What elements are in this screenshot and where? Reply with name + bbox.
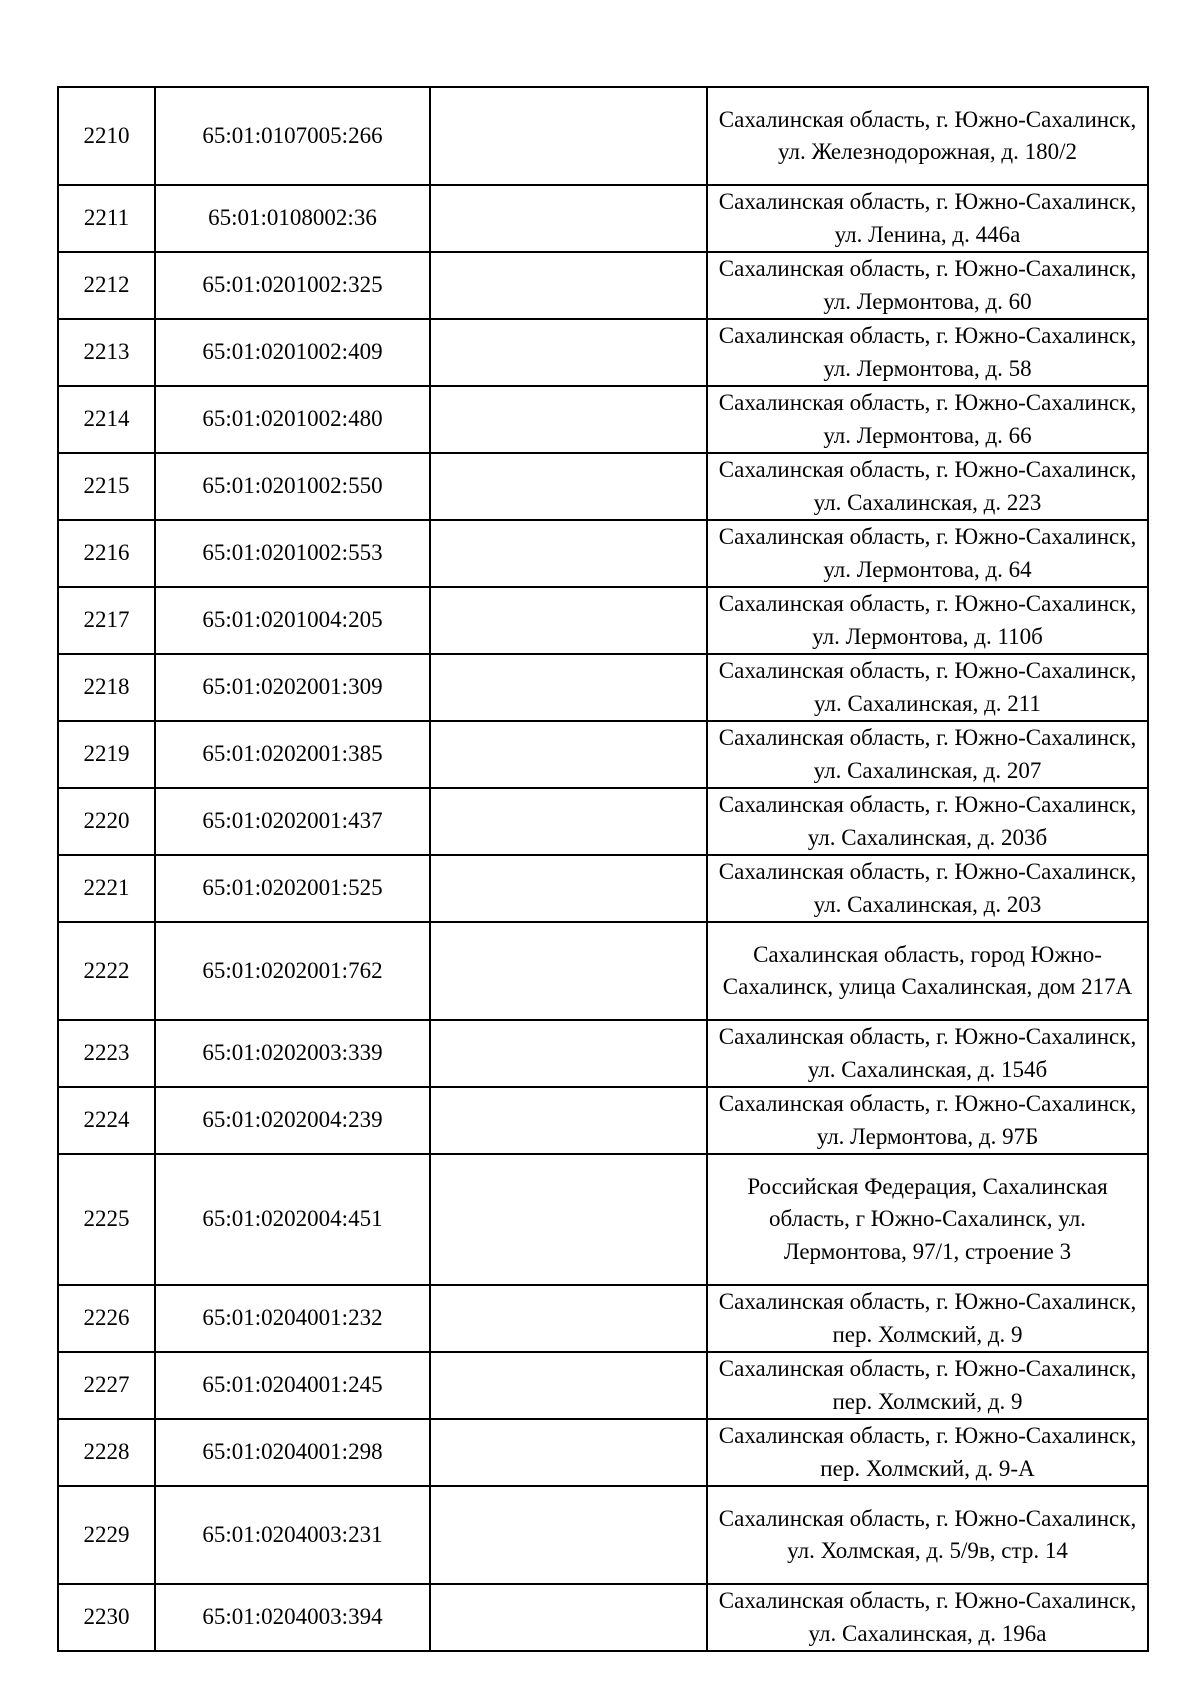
row-number: 2215: [58, 453, 155, 520]
table-row: [58, 319, 1148, 386]
empty-cell: [430, 1087, 707, 1154]
cadastral-number: 65:01:0204003:231: [155, 1486, 430, 1584]
row-number: 2222: [58, 922, 155, 1020]
address: Сахалинская область, г. Южно-Сахалинск, ул. Железнодорожная, д. 180/2: [707, 87, 1148, 185]
table-row: [58, 788, 1148, 855]
table-row: [58, 654, 1148, 721]
cadastral-number: 65:01:0204001:298: [155, 1419, 430, 1486]
cadastral-number: 65:01:0201002:550: [155, 453, 430, 520]
address: Сахалинская область, г. Южно-Сахалинск, ул. Лермонтова, д. 97Б: [707, 1087, 1148, 1154]
table-row: [58, 386, 1148, 453]
empty-cell: [430, 185, 707, 252]
empty-cell: [430, 386, 707, 453]
row-number: 2230: [58, 1584, 155, 1651]
address: Сахалинская область, г. Южно-Сахалинск, ул. Сахалинская, д. 203: [707, 855, 1148, 922]
row-number: 2214: [58, 386, 155, 453]
table-row: [58, 1486, 1148, 1584]
address: Сахалинская область, г. Южно-Сахалинск, ул. Сахалинская, д. 196а: [707, 1584, 1148, 1651]
cadastral-number: 65:01:0201002:480: [155, 386, 430, 453]
row-number: 2211: [58, 185, 155, 252]
row-number: 2213: [58, 319, 155, 386]
empty-cell: [430, 319, 707, 386]
empty-cell: [430, 1154, 707, 1285]
table-row: [58, 855, 1148, 922]
empty-cell: [430, 1352, 707, 1419]
address: Сахалинская область, г. Южно-Сахалинск, ул. Сахалинская, д. 154б: [707, 1020, 1148, 1087]
empty-cell: [430, 1020, 707, 1087]
empty-cell: [430, 587, 707, 654]
address: Сахалинская область, город Южно-Сахалинск, улица Сахалинская, дом 217А: [707, 922, 1148, 1020]
table-row: [58, 1154, 1148, 1285]
address: Сахалинская область, г. Южно-Сахалинск, ул. Лермонтова, д. 66: [707, 386, 1148, 453]
address: Сахалинская область, г. Южно-Сахалинск, пер. Холмский, д. 9-А: [707, 1419, 1148, 1486]
empty-cell: [430, 1419, 707, 1486]
empty-cell: [430, 721, 707, 788]
cadastral-number: 65:01:0202004:239: [155, 1087, 430, 1154]
table-row: [58, 520, 1148, 587]
empty-cell: [430, 855, 707, 922]
cadastral-number: 65:01:0204001:232: [155, 1285, 430, 1352]
address: Сахалинская область, г. Южно-Сахалинск, пер. Холмский, д. 9: [707, 1352, 1148, 1419]
empty-cell: [430, 654, 707, 721]
row-number: 2217: [58, 587, 155, 654]
table-row: [58, 1020, 1148, 1087]
cadastral-number: 65:01:0202001:525: [155, 855, 430, 922]
empty-cell: [430, 453, 707, 520]
address: Сахалинская область, г. Южно-Сахалинск, ул. Холмская, д. 5/9в, стр. 14: [707, 1486, 1148, 1584]
address: Сахалинская область, г. Южно-Сахалинск, ул. Сахалинская, д. 203б: [707, 788, 1148, 855]
address: Сахалинская область, г. Южно-Сахалинск, ул. Лермонтова, д. 64: [707, 520, 1148, 587]
address: Сахалинская область, г. Южно-Сахалинск, ул. Ленина, д. 446а: [707, 185, 1148, 252]
row-number: 2218: [58, 654, 155, 721]
table-row: [58, 1285, 1148, 1352]
row-number: 2220: [58, 788, 155, 855]
cadastral-number: 65:01:0202004:451: [155, 1154, 430, 1285]
cadastral-number: 65:01:0201002:325: [155, 252, 430, 319]
cadastral-number: 65:01:0202001:309: [155, 654, 430, 721]
table-row: [58, 721, 1148, 788]
empty-cell: [430, 520, 707, 587]
cadastral-number: 65:01:0108002:36: [155, 185, 430, 252]
cadastral-number: 65:01:0202003:339: [155, 1020, 430, 1087]
row-number: 2216: [58, 520, 155, 587]
empty-cell: [430, 87, 707, 185]
address: Сахалинская область, г. Южно-Сахалинск, ул. Лермонтова, д. 110б: [707, 587, 1148, 654]
cadastral-number: 65:01:0202001:437: [155, 788, 430, 855]
table-row: [58, 185, 1148, 252]
row-number: 2227: [58, 1352, 155, 1419]
cadastral-number: 65:01:0107005:266: [155, 87, 430, 185]
row-number: 2219: [58, 721, 155, 788]
table-row: [58, 1087, 1148, 1154]
row-number: 2210: [58, 87, 155, 185]
address: Сахалинская область, г. Южно-Сахалинск, ул. Сахалинская, д. 211: [707, 654, 1148, 721]
table-row: [58, 587, 1148, 654]
cadastral-number: 65:01:0201002:409: [155, 319, 430, 386]
row-number: 2229: [58, 1486, 155, 1584]
address: Сахалинская область, г. Южно-Сахалинск, ул. Лермонтова, д. 58: [707, 319, 1148, 386]
address: Сахалинская область, г. Южно-Сахалинск, ул. Сахалинская, д. 223: [707, 453, 1148, 520]
row-number: 2223: [58, 1020, 155, 1087]
row-number: 2226: [58, 1285, 155, 1352]
address: Сахалинская область, г. Южно-Сахалинск, ул. Лермонтова, д. 60: [707, 252, 1148, 319]
row-number: 2228: [58, 1419, 155, 1486]
empty-cell: [430, 922, 707, 1020]
cadastral-number: 65:01:0204003:394: [155, 1584, 430, 1651]
address: Российская Федерация, Сахалинская область, г Южно-Сахалинск, ул. Лермонтова, 97/1, строение 3: [707, 1154, 1148, 1285]
table-row: [58, 1584, 1148, 1651]
address: Сахалинская область, г. Южно-Сахалинск, пер. Холмский, д. 9: [707, 1285, 1148, 1352]
empty-cell: [430, 252, 707, 319]
empty-cell: [430, 1584, 707, 1651]
empty-cell: [430, 1285, 707, 1352]
row-number: 2221: [58, 855, 155, 922]
empty-cell: [430, 788, 707, 855]
cadastral-number: 65:01:0201004:205: [155, 587, 430, 654]
row-number: 2224: [58, 1087, 155, 1154]
address: Сахалинская область, г. Южно-Сахалинск, ул. Сахалинская, д. 207: [707, 721, 1148, 788]
cadastral-number: 65:01:0201002:553: [155, 520, 430, 587]
cadastral-number: 65:01:0204001:245: [155, 1352, 430, 1419]
table-row: [58, 1419, 1148, 1486]
cadastral-number: 65:01:0202001:762: [155, 922, 430, 1020]
table-row: [58, 453, 1148, 520]
row-number: 2225: [58, 1154, 155, 1285]
table-row: [58, 87, 1148, 185]
property-table: [57, 86, 1149, 1652]
table-row: [58, 252, 1148, 319]
table-row: [58, 922, 1148, 1020]
empty-cell: [430, 1486, 707, 1584]
table-row: [58, 1352, 1148, 1419]
cadastral-number: 65:01:0202001:385: [155, 721, 430, 788]
row-number: 2212: [58, 252, 155, 319]
